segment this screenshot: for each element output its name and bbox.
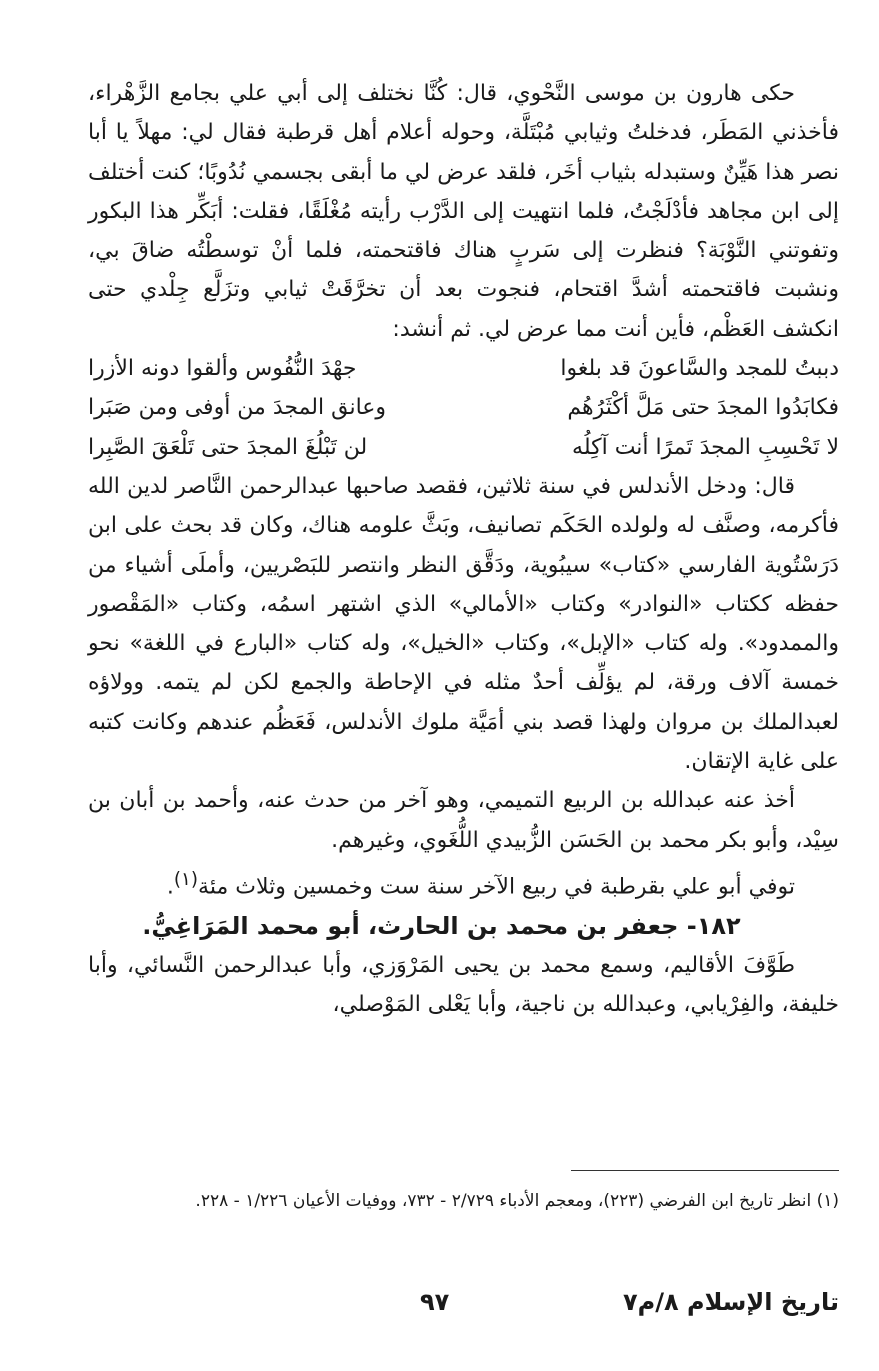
poem-hemistich-second: وعانق المجدَ من أوفى ومن صَبَرا xyxy=(88,395,387,421)
paragraph-students: أخذ عنه عبدالله بن الربيع التميمي، وهو آخر من حدث عنه، وأحمد بن أبان بن سِيْد، وأبو بكر محمد بن الحَسَن الزُّبيدي اللُّغَوي، وغيرهم. xyxy=(88,788,839,853)
paragraph-harun-story: حكى هارون بن موسى النَّحْوي، قال: كُنَّا نختلف إلى أبي علي بجامع الزَّهْراء، فأخذني المَطَر، فدخلتُ وثيابي مُبْتَلَّة، وحوله أعلام أهل قرطبة فقال لي: مهلاً يا أبا نصر هذا هَيِّنٌ وستبدله بثياب أخَر، فلقد عرض لي ما أبقى بجسمي نُدُوبًا؛ كنت أختلف إلى ابن مجاهد فأدْلَجْتُ، فلما انتهيت إلى الدَّرْب رأيته مُغْلَقًا، فقلت: أبَكِّر هذا البكور وتفوتني النَّوْبَة؟ فنظرت إلى سَربٍ هناك فاقتحمته، فلما أنْ توسطْتُه ضاقَ بي، ونشبت فاقتحمته أشدَّ اقتحام، فنجوت بعد أن تخرَّقَتْ ثيابي وتزَلَّع جِلْدي حتى انكشف العَظْم، فأين أنت مما عرض لي. ثم أنشد: xyxy=(88,81,839,342)
footnote-marker: (١) xyxy=(173,868,199,890)
footnote-divider xyxy=(571,1170,839,1171)
poem-hemistich-second: لن تَبْلُغَ المجدَ حتى تَلْعَقَ الصَّبِرا xyxy=(88,434,368,460)
poem-verse xyxy=(88,388,839,427)
poem-hemistich-second: جهْدَ النُّفُوس وألقوا دونه الأزرا xyxy=(88,356,357,382)
page-number: ٩٧ xyxy=(420,1288,450,1316)
main-text xyxy=(88,74,839,1024)
book-signature: تاريخ الإسلام ٨/م٧ xyxy=(622,1288,839,1316)
page-footer xyxy=(40,1288,839,1328)
paragraph-death: توفي أبو علي بقرطبة في ربيع الآخر سنة ست وخمسين وثلاث مئة$^{(١)}$. xyxy=(166,868,795,900)
footnote: (١) انظر تاريخ ابن الفرضي (٢٢٣)، ومعجم الأدباء ٢/٧٢٩ - ٧٣٢، ووفيات الأعيان ١/٢٢٦ - ٢٢٨. xyxy=(195,1191,839,1211)
poem-hemistich-first: فكابَدُوا المجدَ حتى مَلَّ أكْثَرُهُم xyxy=(567,395,839,421)
poem-verse xyxy=(88,349,839,388)
paragraph-jafar: طَوَّفَ الأقاليم، وسمع محمد بن يحيى المَرْوَزي، وأبا عبدالرحمن النَّسائي، وأبا خليفة، والفِرْيابي، وعبدالله بن ناجية، وأبا يَعْلى المَوْصلي، xyxy=(88,952,839,1018)
poem-hemistich-first: لا تَحْسِبِ المجدَ تَمرًا أنت آكِلُه xyxy=(572,434,839,460)
poem-verse xyxy=(88,428,839,467)
entry-heading: ١٨٢- جعفر بن محمد بن الحارث، أبو محمد المَرَاغِيُّ. xyxy=(142,911,741,940)
poem xyxy=(88,349,839,467)
paragraph-andalus: قال: ودخل الأندلس في سنة ثلاثين، فقصد صاحبها عبدالرحمن النَّاصر لدين الله فأكرمه، وصنَّف له ولولده الحَكَم تصانيف، وبَثَّ علومه هناك، وكان قد بحث على ابن دَرَسْتُوية الفارسي «كتاب» سيبُوية، ودَقَّق النظر وانتصر للبَصْريين، وأملَى أشياء من حفظه ككتاب «النوادر» وكتاب «الأمالي» الذي اشتهر اسمُه، وكتاب «المَقْصور والممدود». وله كتاب «الإبل»، وكتاب «الخيل»، وله كتاب «البارع في اللغة» نحو خمسة آلاف ورقة، لم يؤلِّف أحدٌ مثله في الإحاطة والجمع لكن لم يتمه. وولاؤه لعبدالملك بن مروان ولهذا قصد بني أمَيَّة ملوك الأندلس، فَعَظُم عندهم وكانت كتبه على غاية الإتقان. xyxy=(88,473,839,775)
poem-hemistich-first: دببتُ للمجد والسَّاعونَ قد بلغوا xyxy=(560,356,839,382)
death-text: توفي أبو علي بقرطبة في ربيع الآخر سنة ست وخمسين وثلاث مئة xyxy=(198,874,795,900)
